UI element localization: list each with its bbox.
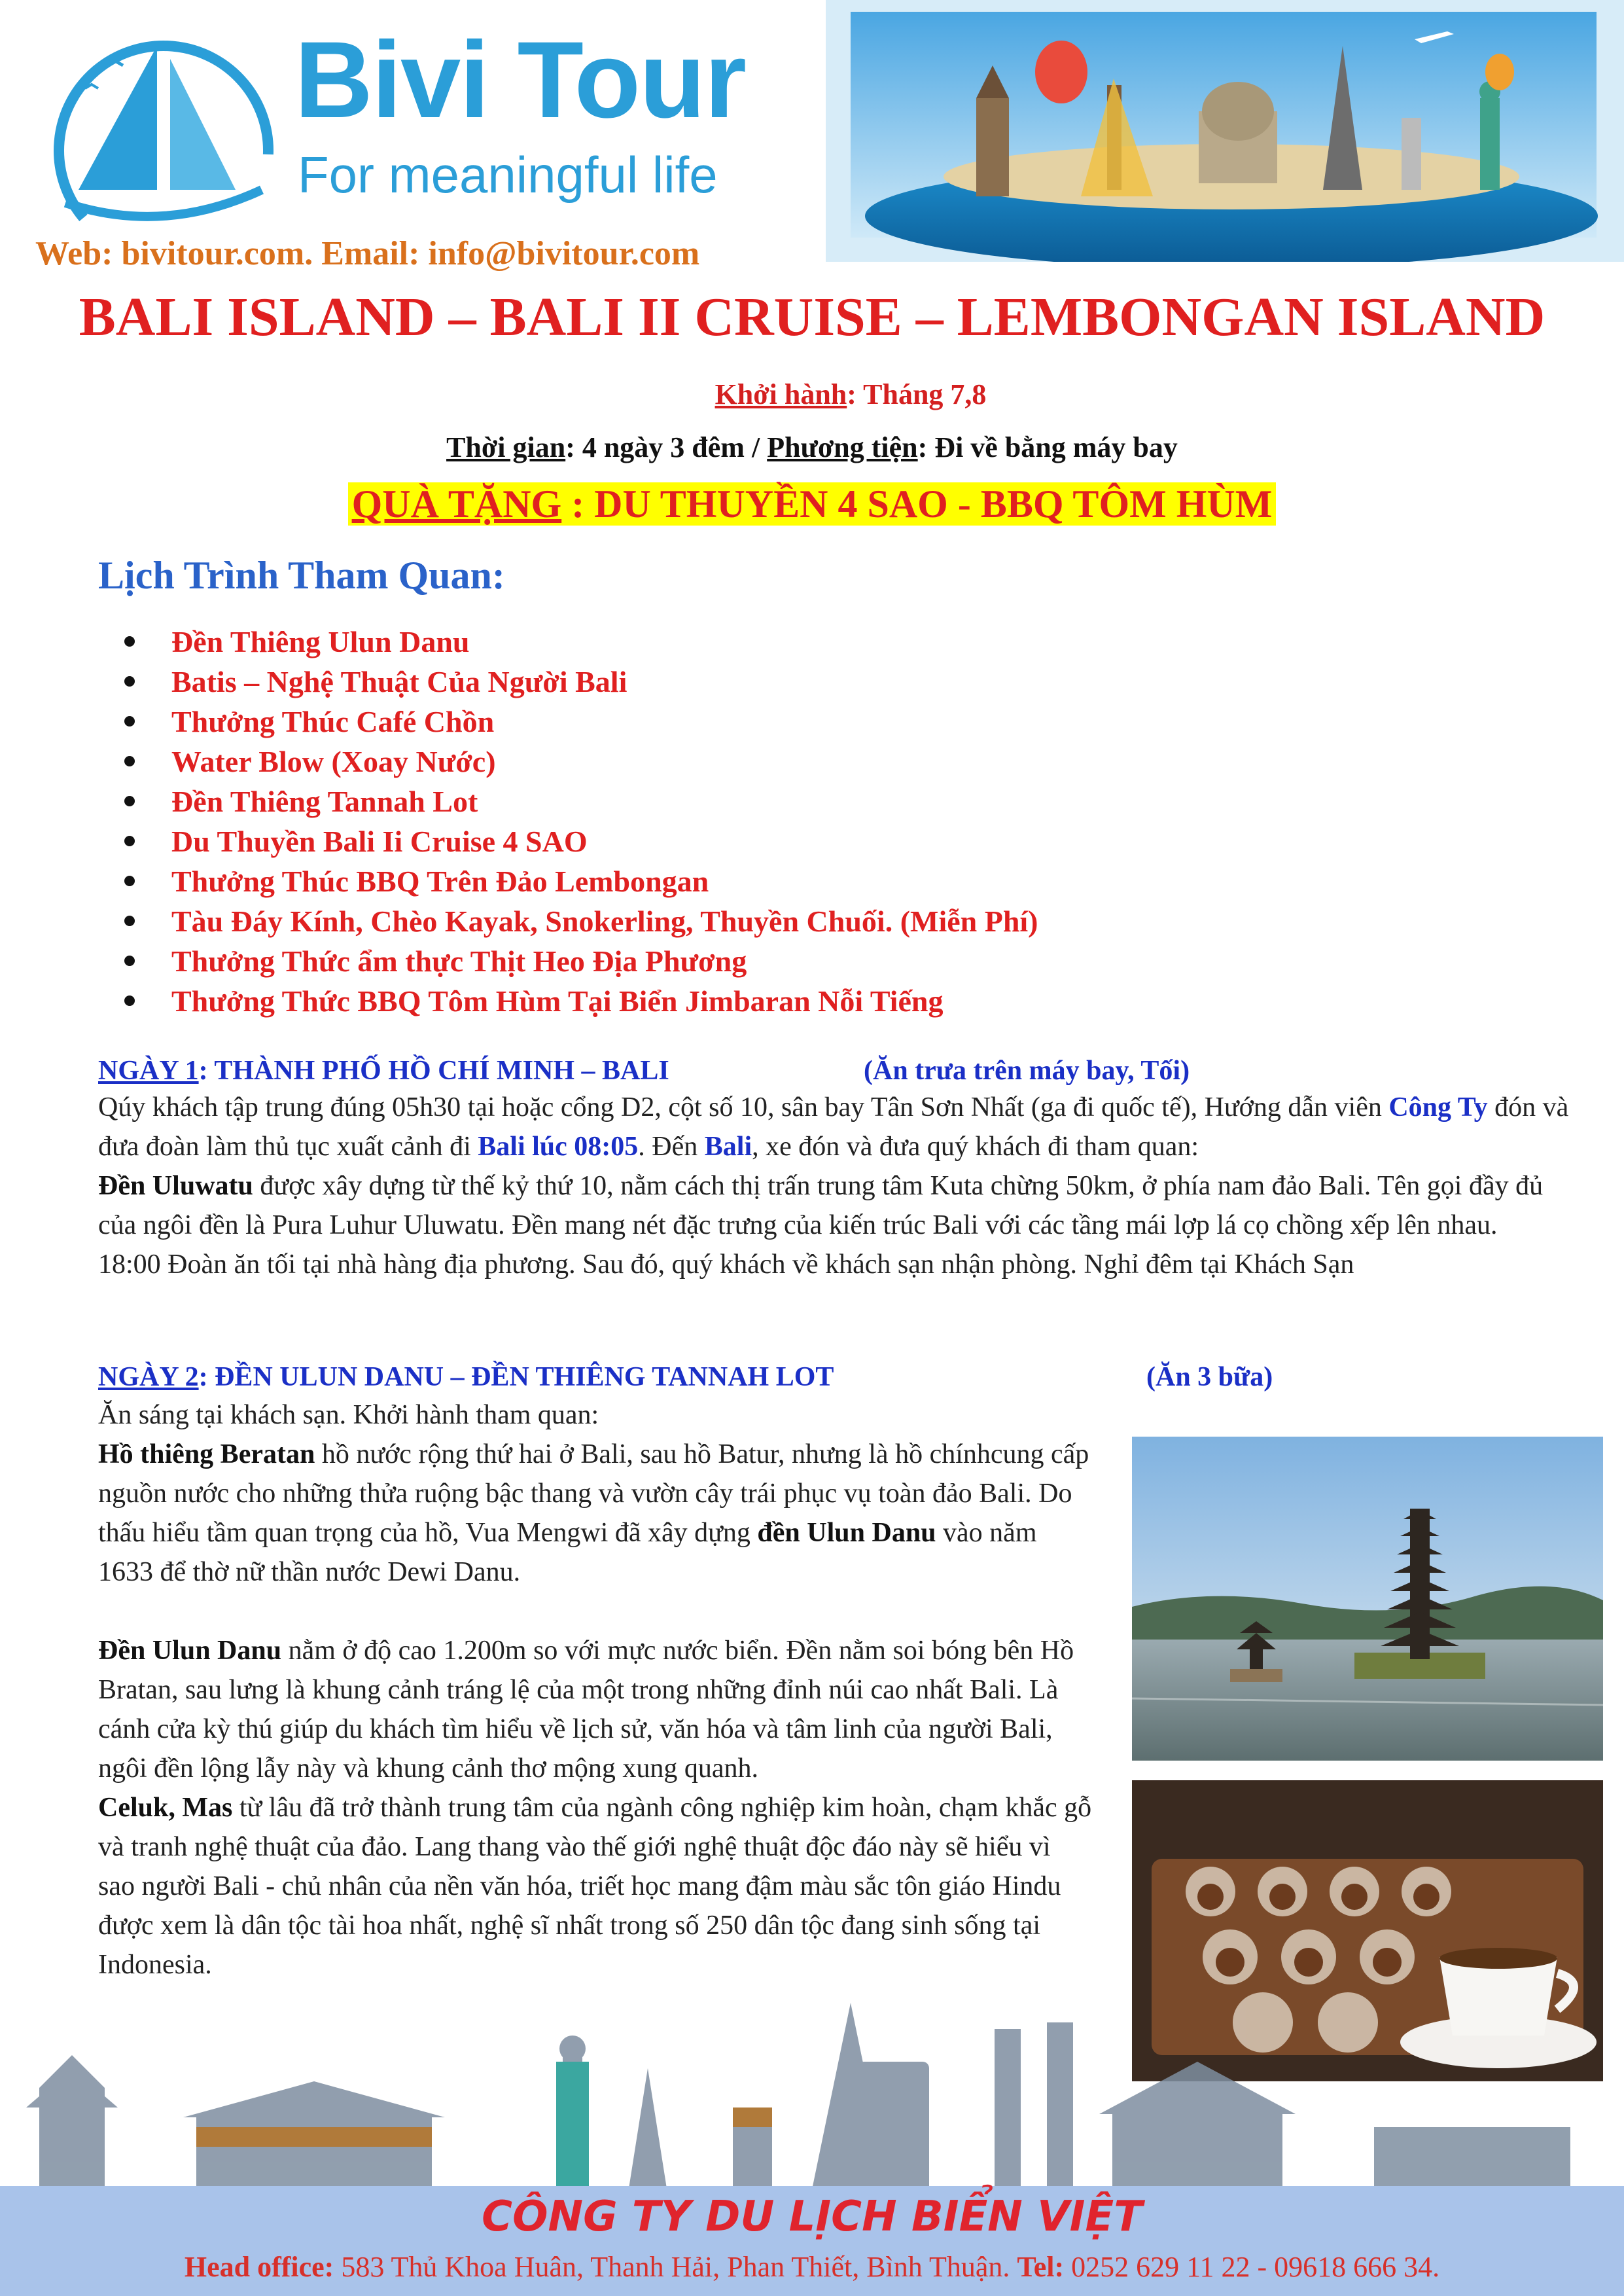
bullet-icon xyxy=(124,836,135,846)
bullet-icon xyxy=(124,676,135,687)
bullet-icon xyxy=(124,956,135,966)
footer-head-office: Head office: 583 Thủ Khoa Huân, Thanh Hải, Phan Thiết, Bình Thuận. Tel: 0252 629 11 22 - 09618 666 34. xyxy=(184,2251,1440,2283)
day2-description xyxy=(98,1395,1093,1984)
brand-tagline: For meaningful life xyxy=(298,146,718,204)
world-landmarks-skyline-image xyxy=(0,1977,1624,2193)
list-item: Thưởng Thúc Café Chồn xyxy=(124,702,1038,742)
list-item: Du Thuyền Bali Ii Cruise 4 SAO xyxy=(124,821,1038,861)
bullet-icon xyxy=(124,756,135,766)
day1-paragraph-3: 18:00 Đoàn ăn tối tại nhà hàng địa phương. Sau đó, quý khách về khách sạn nhận phòng. Nghỉ đêm tại Khách Sạn xyxy=(98,1249,1354,1280)
footer-company-name: CÔNG TY DU LỊCH BIỂN VIỆT xyxy=(482,2193,1142,2241)
day2-meals: (Ăn 3 bữa) xyxy=(1146,1362,1273,1392)
transport-label: Phương tiện xyxy=(767,431,918,463)
brand-name: Bivi Tour xyxy=(294,20,746,141)
day2-intro: Ăn sáng tại khách sạn. Khởi hành tham quan: xyxy=(98,1400,599,1430)
departure-value: : Tháng 7,8 xyxy=(847,378,987,410)
list-item: Thưởng Thúc BBQ Trên Đảo Lembongan xyxy=(124,861,1038,901)
highlights-list xyxy=(124,622,1038,1021)
day1-paragraph-2: Đền Uluwatu được xây dựng từ thế kỷ thứ 10, nằm cách thị trấn trung tâm Kuta chừng 50km, ở phía nam đảo Bali. Tên gọi đầy đủ của ngôi đền là Pura Luhur Uluwatu. Đền mang nét đặc trưng của kiến trúc Bali với các tầng mái lợp lá cọ chồng xếp lên nhau. xyxy=(98,1171,1544,1240)
list-item: Thưởng Thức BBQ Tôm Hùm Tại Biển Jimbaran Nỗi Tiếng xyxy=(124,981,1038,1021)
day2-paragraph-1: Hồ thiêng Beratan hồ nước rộng thứ hai ở Bali, sau hồ Batur, nhưng là hồ chínhcung cấp nguồn nước cho những thửa ruộng bậc thang và vườn cây trái phục vụ toàn đảo Bali. Do thấu hiểu tầm quan trọng của hồ, Vua Mengwi đã xây dựng đền Ulun Danu vào năm 1633 để thờ nữ thần nước Dewi Danu. xyxy=(98,1439,1089,1587)
list-item: Water Blow (Xoay Nước) xyxy=(124,742,1038,781)
day1-title: : THÀNH PHỐ HỒ CHÍ MINH – BALI xyxy=(198,1056,669,1086)
day2-heading xyxy=(98,1361,834,1393)
day1-paragraph-1: Qúy khách tập trung đúng 05h30 tại hoặc cổng D2, cột số 10, sân bay Tân Sơn Nhất (ga đi quốc tế), Hướng dẫn viên Công Ty đón và đưa đoàn làm thủ tục xuất cảnh đi Bali lúc 08:05. Đến Bali, xe đón và đưa quý khách đi tham quan: xyxy=(98,1092,1569,1162)
gift-value: : DU THUYỀN 4 SAO - BBQ TÔM HÙM xyxy=(561,482,1273,526)
contact-web-email: Web: bivitour.com. Email: info@bivitour.com xyxy=(35,235,700,272)
list-item: Thưởng Thức ẩm thực Thịt Heo Địa Phương xyxy=(124,941,1038,981)
departure-label: Khởi hành xyxy=(715,378,847,410)
duration-line xyxy=(0,431,1624,464)
gift-label: QUÀ TẶNG xyxy=(351,482,562,526)
bullet-icon xyxy=(124,996,135,1006)
logo-sail-icon xyxy=(39,26,288,223)
gift-line xyxy=(0,482,1624,527)
world-landmarks-banner-image xyxy=(826,0,1624,262)
day1-heading xyxy=(98,1055,669,1086)
bullet-icon xyxy=(124,916,135,926)
transport-value: : Đi về bằng máy bay xyxy=(917,431,1178,463)
day1-meals: (Ăn trưa trên máy bay, Tối) xyxy=(864,1056,1190,1086)
day1-label: NGÀY 1 xyxy=(98,1056,199,1086)
list-item: Đền Thiêng Tannah Lot xyxy=(124,781,1038,821)
gift-banner xyxy=(348,482,1277,526)
day1-description xyxy=(98,1088,1583,1284)
bullet-icon xyxy=(124,636,135,647)
ulun-danu-temple-photo xyxy=(1132,1437,1603,1761)
bullet-icon xyxy=(124,876,135,886)
departure-line xyxy=(432,378,1269,411)
list-item: Đền Thiêng Ulun Danu xyxy=(124,622,1038,662)
tour-title: BALI ISLAND – BALI II CRUISE – LEMBONGAN ISLAND xyxy=(79,287,1545,348)
list-item: Tàu Đáy Kính, Chèo Kayak, Snokerling, Thuyền Chuối. (Miễn Phí) xyxy=(124,901,1038,941)
day2-paragraph-3: Celuk, Mas từ lâu đã trở thành trung tâm của ngành công nghiệp kim hoàn, chạm khắc gỗ và tranh nghệ thuật của đảo. Lang thang vào thế giới nghệ thuật độc đáo này sẽ hiểu vì sao người Bali - chủ nhân của nền văn hóa, triết học mang đậm màu sắc tôn giáo Hindu được xem là dân tộc tài hoa nhất, nghệ sĩ nhất trong số 250 dân tộc đang sinh sống tại Indonesia. xyxy=(98,1793,1092,1980)
itinerary-heading: Lịch Trình Tham Quan: xyxy=(98,554,505,597)
list-item: Batis – Nghệ Thuật Của Người Bali xyxy=(124,662,1038,702)
duration-value: : 4 ngày 3 đêm / xyxy=(565,431,768,463)
day2-title: : ĐỀN ULUN DANU – ĐỀN THIÊNG TANNAH LOT xyxy=(198,1362,834,1392)
bullet-icon xyxy=(124,716,135,726)
duration-label: Thời gian xyxy=(446,431,566,463)
bullet-icon xyxy=(124,796,135,806)
day2-label: NGÀY 2 xyxy=(98,1362,199,1392)
day2-paragraph-2: Đền Ulun Danu nằm ở độ cao 1.200m so với mực nước biển. Đền nằm soi bóng bên Hồ Bratan, sau lưng là khung cảnh tráng lệ của một trong những đỉnh núi cao nhất Bali. Là cánh cửa kỳ thú giúp du khách tìm hiểu về lịch sử, văn hóa và tâm linh của người Bali, ngôi đền lộng lẫy này và khung cảnh thơ mộng xung quanh. xyxy=(98,1636,1074,1784)
